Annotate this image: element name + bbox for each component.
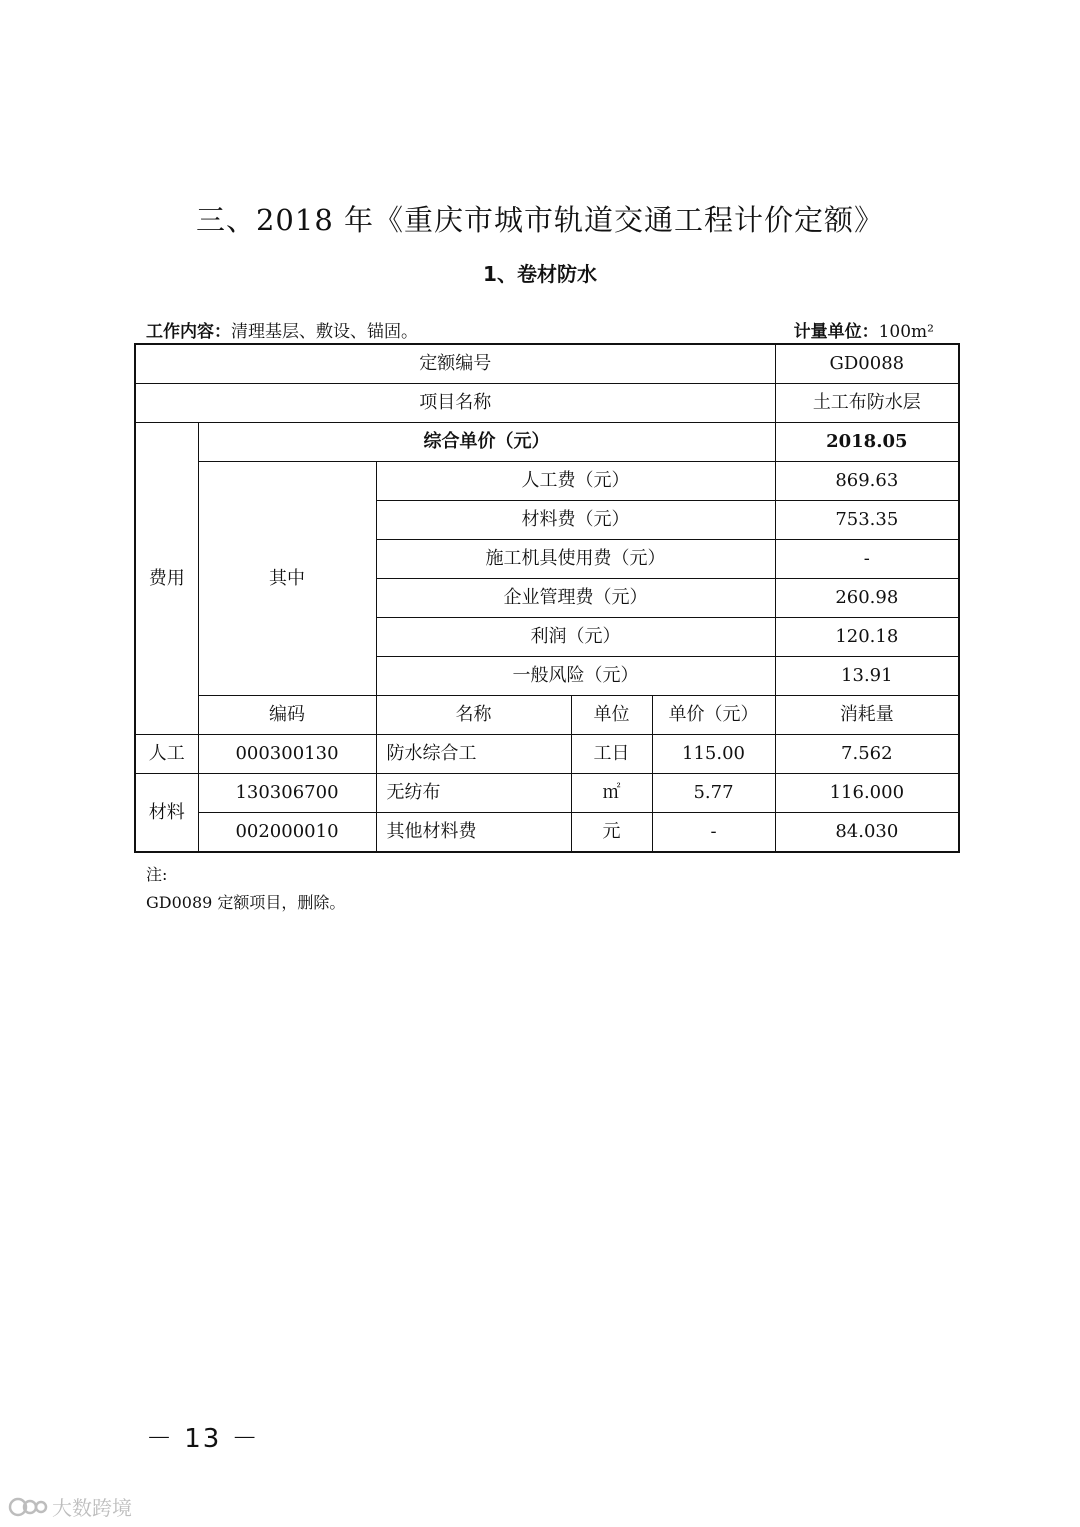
cost-item-value: 13.91 (775, 657, 959, 696)
cell-unit-price: 115.00 (652, 735, 775, 774)
quota-no-value: GD0088 (775, 344, 959, 384)
cost-item-label: 利润（元） (376, 618, 775, 657)
watermark-text: 大数跨境 (52, 1496, 132, 1520)
among-label: 其中 (198, 462, 376, 696)
work-content (146, 317, 418, 342)
note-text: GD0089 定额项目，删除。 (146, 893, 346, 912)
cell-consumption: 116.000 (775, 774, 959, 813)
cell-name: 防水综合工 (376, 735, 571, 774)
work-content-label: 工作内容： (146, 322, 231, 342)
header-code: 编码 (198, 696, 376, 735)
table-row (135, 735, 959, 774)
material-label: 材料 (135, 774, 198, 853)
cell-unit: ㎡ (571, 774, 652, 813)
item-name-label: 项目名称 (135, 384, 775, 423)
table-row (135, 423, 959, 462)
cost-item-value: 120.18 (775, 618, 959, 657)
cell-code: 130306700 (198, 774, 376, 813)
composite-price-label: 综合单价（元） (198, 423, 775, 462)
document-title: 三、2018 年《重庆市城市轨道交通工程计价定额》 (195, 203, 885, 237)
section-subtitle: 1、卷材防水 (483, 262, 597, 286)
header-unit-price: 单价（元） (652, 696, 775, 735)
cost-item-value: 753.35 (775, 501, 959, 540)
cell-unit: 元 (571, 813, 652, 853)
page-number: － 13 － (146, 1424, 260, 1454)
watermark (8, 1492, 132, 1521)
cost-item-value: - (775, 540, 959, 579)
cost-item-value: 260.98 (775, 579, 959, 618)
unit-measure (794, 317, 934, 342)
cell-unit-price: 5.77 (652, 774, 775, 813)
cost-item-label: 施工机具使用费（元） (376, 540, 775, 579)
cost-item-label: 材料费（元） (376, 501, 775, 540)
cell-consumption: 84.030 (775, 813, 959, 853)
cell-code: 002000010 (198, 813, 376, 853)
table-row (135, 462, 959, 501)
cell-code: 000300130 (198, 735, 376, 774)
cost-item-label: 人工费（元） (376, 462, 775, 501)
cell-name: 无纺布 (376, 774, 571, 813)
cost-item-label: 一般风险（元） (376, 657, 775, 696)
unit-measure-value: 100m² (878, 322, 934, 342)
item-name-value: 土工布防水层 (775, 384, 959, 423)
labor-label: 人工 (135, 735, 198, 774)
table-row (135, 384, 959, 423)
table-row (135, 813, 959, 853)
cell-unit-price: - (652, 813, 775, 853)
note-label: 注: (146, 865, 168, 884)
cell-name: 其他材料费 (376, 813, 571, 853)
quota-no-label: 定额编号 (135, 344, 775, 384)
header-name: 名称 (376, 696, 571, 735)
composite-price-value: 2018.05 (775, 423, 959, 462)
cell-unit: 工日 (571, 735, 652, 774)
watermark-logo-icon (8, 1495, 48, 1519)
table-row (135, 344, 959, 384)
cell-consumption: 7.562 (775, 735, 959, 774)
unit-measure-label: 计量单位： (793, 322, 879, 342)
header-unit: 单位 (571, 696, 652, 735)
cost-item-value: 869.63 (775, 462, 959, 501)
header-consumption: 消耗量 (775, 696, 959, 735)
cost-label: 费用 (135, 423, 198, 735)
work-content-value: 清理基层、敷设、锚固。 (231, 322, 418, 342)
cost-item-label: 企业管理费（元） (376, 579, 775, 618)
quota-table (134, 343, 960, 853)
table-header-row (135, 696, 959, 735)
table-row (135, 774, 959, 813)
